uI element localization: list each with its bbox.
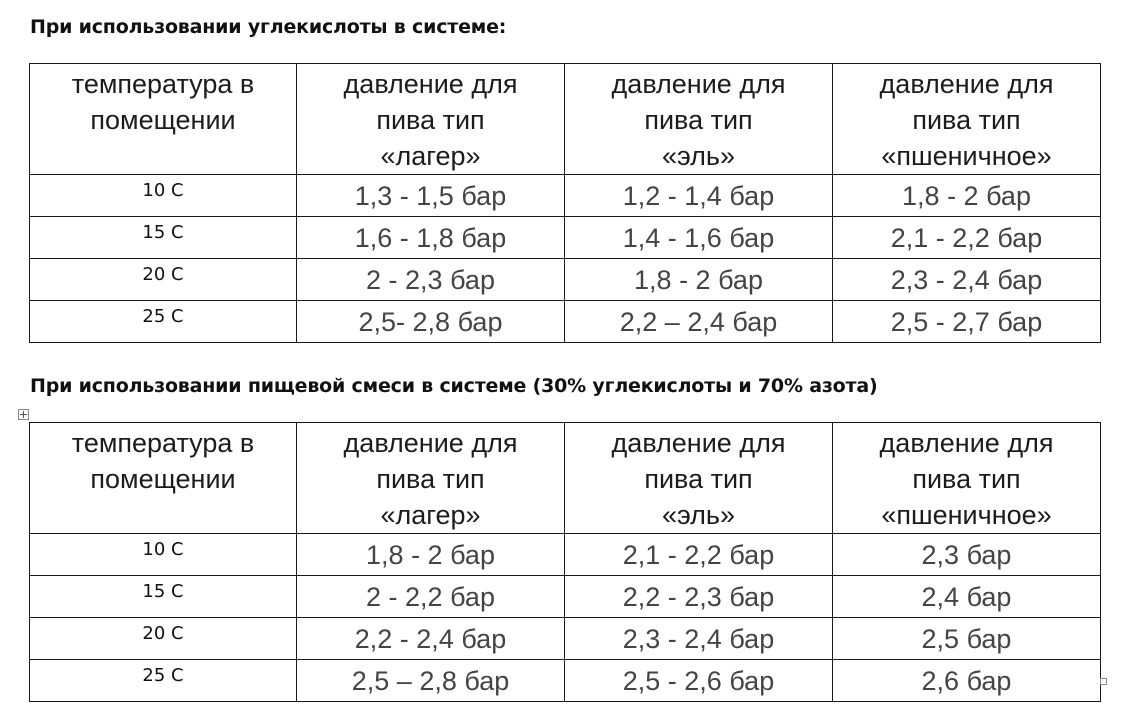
table-row bbox=[30, 259, 1101, 301]
lager-pressure-cell: 1,8 - 2 бар bbox=[297, 534, 565, 576]
ale-pressure-cell: 2,1 - 2,2 бар bbox=[565, 534, 833, 576]
temperature-cell: 25 С bbox=[30, 660, 297, 702]
header-wheat: давление для пива тип «пшеничное» bbox=[833, 64, 1101, 175]
temperature-cell: 20 С bbox=[30, 259, 297, 301]
ale-pressure-cell: 1,2 - 1,4 бар bbox=[565, 175, 833, 217]
section-title-gas-mix: При использовании пищевой смеси в системе (30% углекислоты и 70% азота) bbox=[30, 375, 878, 397]
table-row bbox=[30, 301, 1101, 343]
wheat-pressure-cell: 2,3 - 2,4 бар bbox=[833, 259, 1101, 301]
resize-handle-icon[interactable] bbox=[1100, 678, 1107, 685]
header-temperature: температура в помещении bbox=[30, 423, 297, 534]
lager-pressure-cell: 2,2 - 2,4 бар bbox=[297, 618, 565, 660]
lager-pressure-cell: 1,3 - 1,5 бар bbox=[297, 175, 565, 217]
pressure-table-co2 bbox=[29, 63, 1101, 343]
temperature-cell: 10 С bbox=[30, 534, 297, 576]
temperature-cell: 20 С bbox=[30, 618, 297, 660]
table-header-row bbox=[30, 423, 1101, 534]
header-lager: давление для пива тип «лагер» bbox=[297, 423, 565, 534]
wheat-pressure-cell: 2,5 - 2,7 бар bbox=[833, 301, 1101, 343]
move-icon[interactable] bbox=[18, 409, 29, 420]
lager-pressure-cell: 2 - 2,3 бар bbox=[297, 259, 565, 301]
header-ale: давление для пива тип «эль» bbox=[565, 64, 833, 175]
wheat-pressure-cell: 2,4 бар bbox=[833, 576, 1101, 618]
table-row bbox=[30, 534, 1101, 576]
header-ale: давление для пива тип «эль» bbox=[565, 423, 833, 534]
ale-pressure-cell: 2,2 – 2,4 бар bbox=[565, 301, 833, 343]
ale-pressure-cell: 1,8 - 2 бар bbox=[565, 259, 833, 301]
wheat-pressure-cell: 2,5 бар bbox=[833, 618, 1101, 660]
lager-pressure-cell: 2,5- 2,8 бар bbox=[297, 301, 565, 343]
ale-pressure-cell: 2,5 - 2,6 бар bbox=[565, 660, 833, 702]
ale-pressure-cell: 1,4 - 1,6 бар bbox=[565, 217, 833, 259]
pressure-table-gas-mix bbox=[29, 422, 1101, 702]
wheat-pressure-cell: 2,1 - 2,2 бар bbox=[833, 217, 1101, 259]
lager-pressure-cell: 2 - 2,2 бар bbox=[297, 576, 565, 618]
wheat-pressure-cell: 1,8 - 2 бар bbox=[833, 175, 1101, 217]
temperature-cell: 15 С bbox=[30, 576, 297, 618]
lager-pressure-cell: 1,6 - 1,8 бар bbox=[297, 217, 565, 259]
table-header-row bbox=[30, 64, 1101, 175]
wheat-pressure-cell: 2,6 бар bbox=[833, 660, 1101, 702]
table-row bbox=[30, 618, 1101, 660]
header-lager: давление для пива тип «лагер» bbox=[297, 64, 565, 175]
temperature-cell: 15 С bbox=[30, 217, 297, 259]
table-row bbox=[30, 660, 1101, 702]
table-row bbox=[30, 175, 1101, 217]
header-wheat: давление для пива тип «пшеничное» bbox=[833, 423, 1101, 534]
header-temperature: температура в помещении bbox=[30, 64, 297, 175]
table-row bbox=[30, 217, 1101, 259]
lager-pressure-cell: 2,5 – 2,8 бар bbox=[297, 660, 565, 702]
section-title-co2: При использовании углекислоты в системе: bbox=[30, 16, 507, 38]
wheat-pressure-cell: 2,3 бар bbox=[833, 534, 1101, 576]
temperature-cell: 25 С bbox=[30, 301, 297, 343]
ale-pressure-cell: 2,3 - 2,4 бар bbox=[565, 618, 833, 660]
temperature-cell: 10 С bbox=[30, 175, 297, 217]
ale-pressure-cell: 2,2 - 2,3 бар bbox=[565, 576, 833, 618]
table-row bbox=[30, 576, 1101, 618]
